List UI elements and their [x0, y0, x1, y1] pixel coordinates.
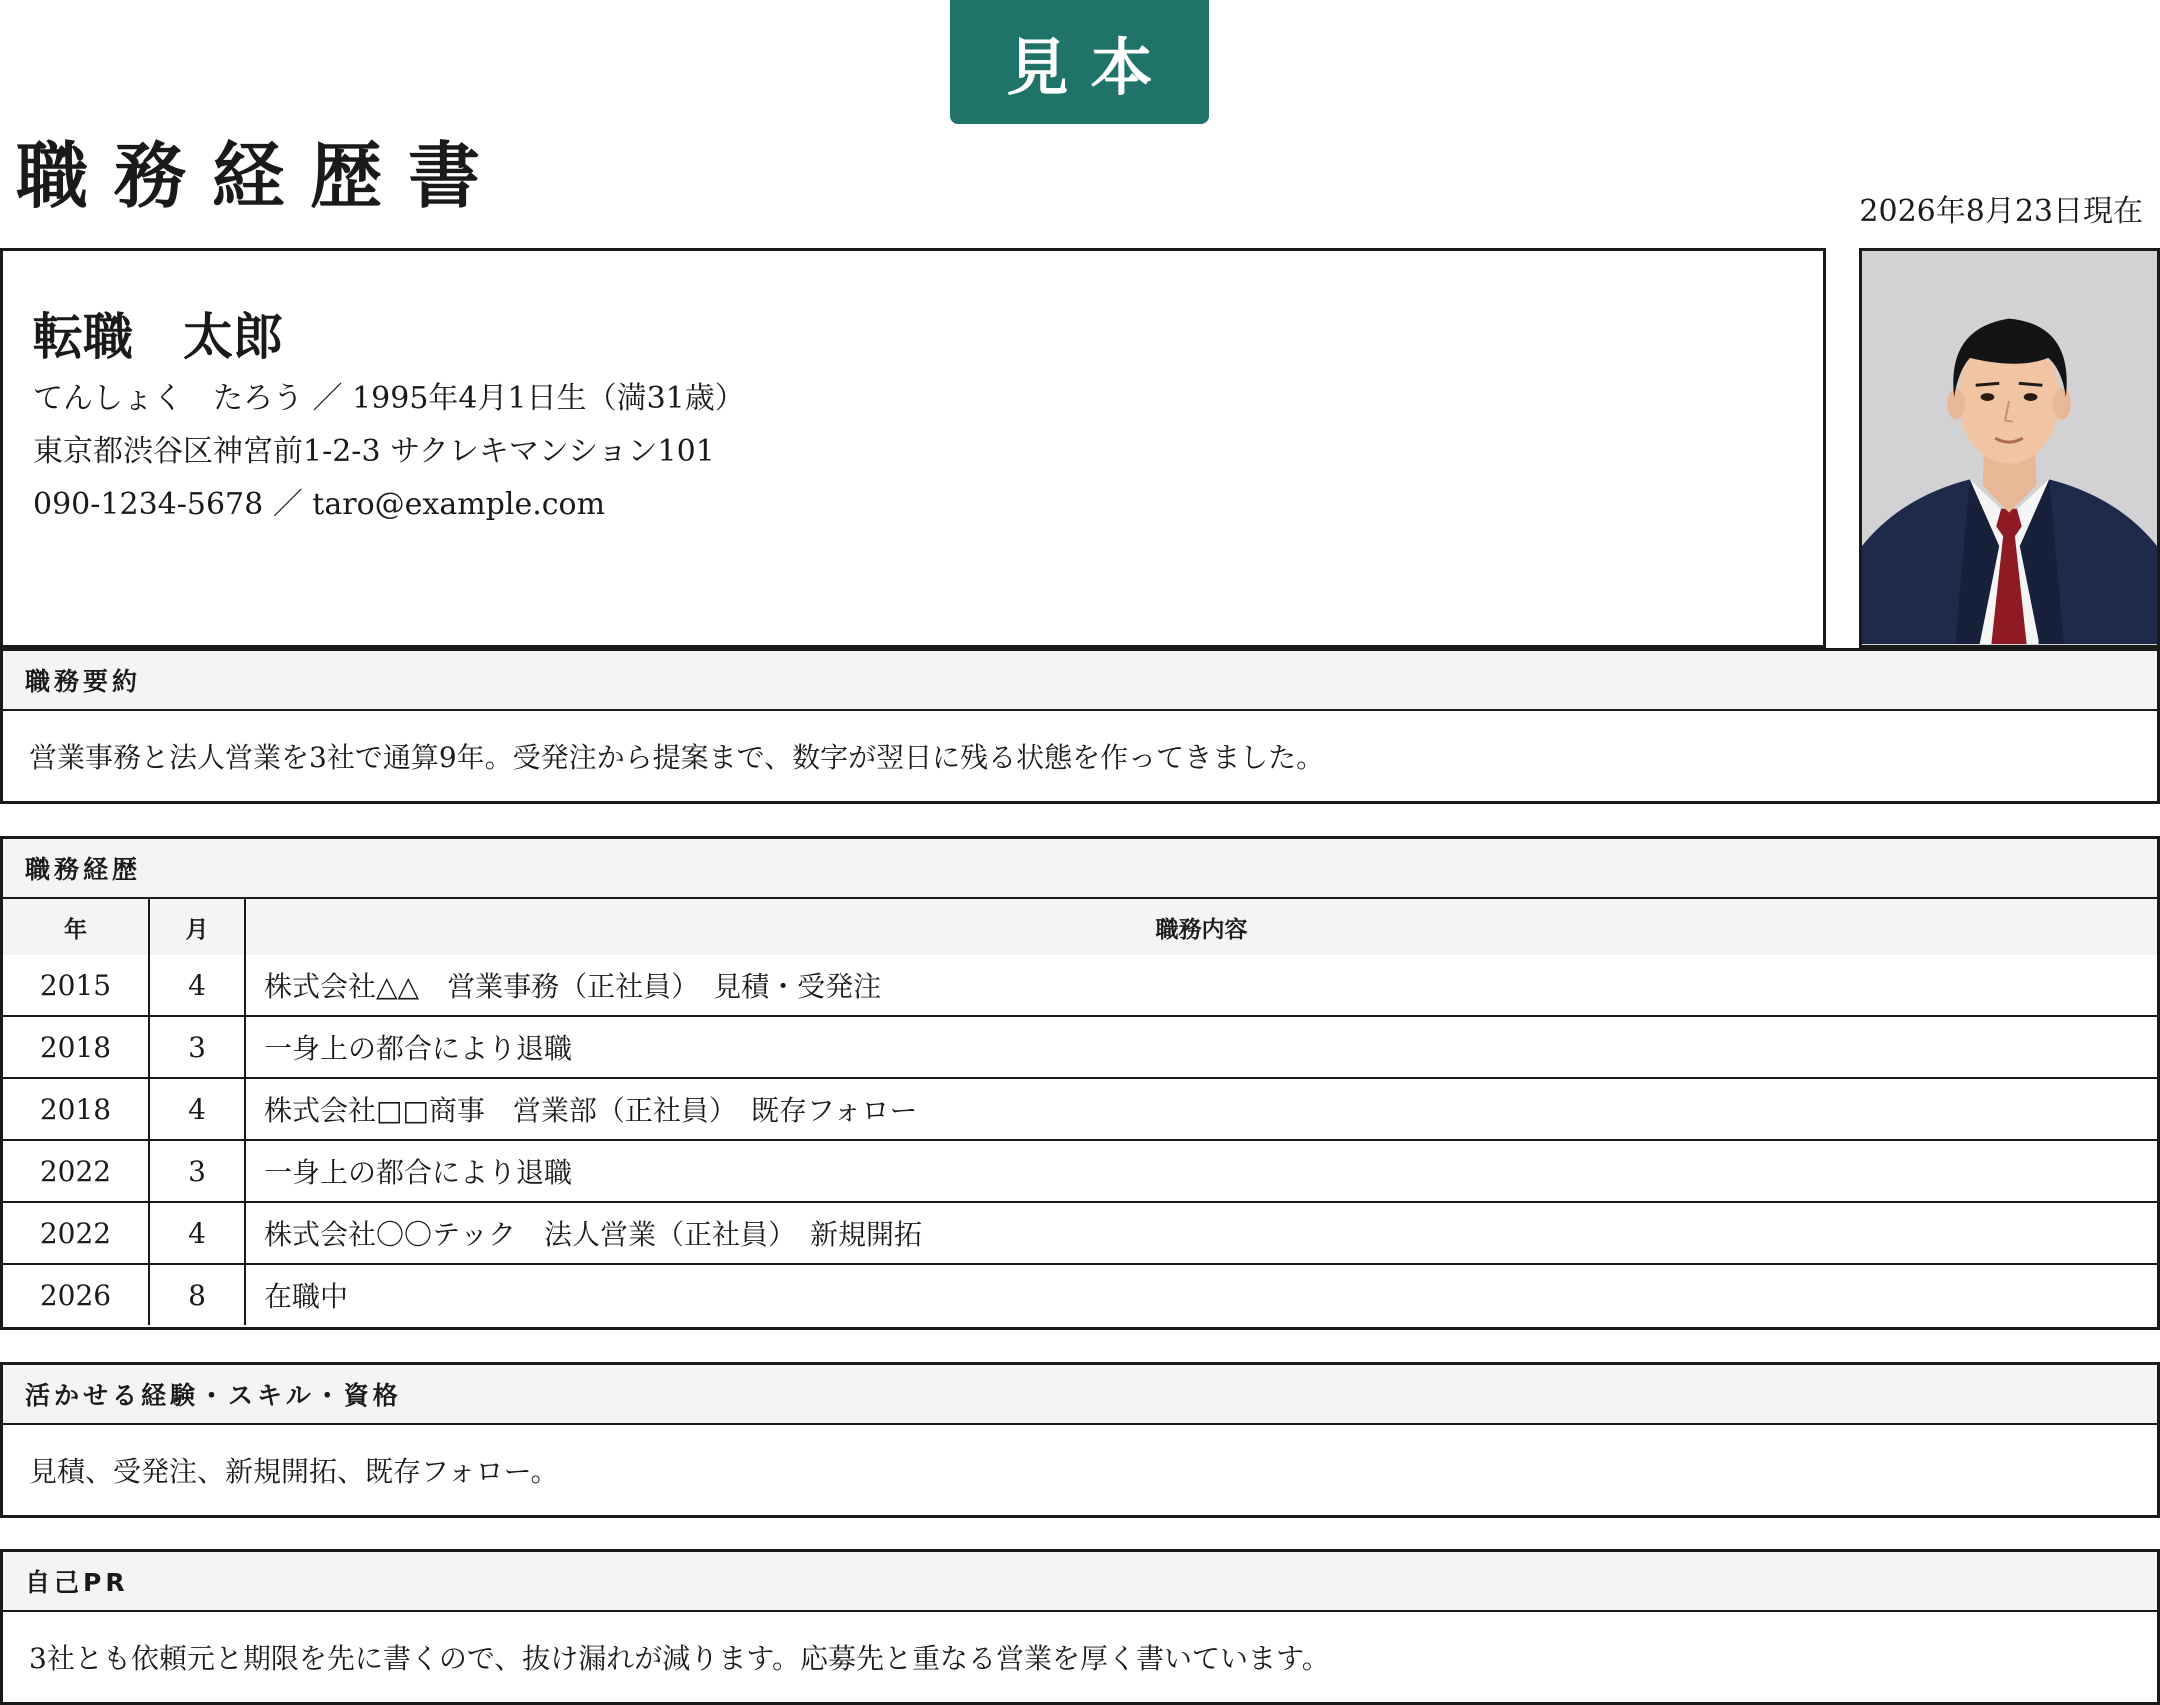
row-description: 株式会社△△ 営業事務（正社員） 見積・受発注	[245, 955, 2157, 1016]
pr-text: 3社とも依頼元と期限を先に書くので、抜け漏れが減ります。応募先と重なる営業を厚く書いています。	[29, 1642, 1330, 1675]
row-description: 一身上の都合により退職	[245, 1140, 2157, 1202]
skills-section	[0, 1362, 2160, 1518]
row-description: 一身上の都合により退職	[245, 1016, 2157, 1078]
row-description: 在職中	[245, 1264, 2157, 1325]
skills-heading: 活かせる経験・スキル・資格	[3, 1365, 2157, 1425]
contact-info: 090-1234-5678 ／ taro@example.com	[33, 487, 606, 522]
row-month: 3	[149, 1140, 245, 1202]
row-month: 4	[149, 955, 245, 1016]
full-name: 転職 太郎	[33, 307, 283, 366]
row-month: 4	[149, 1202, 245, 1264]
row-description: 株式会社〇〇テック 法人営業（正社員） 新規開拓	[245, 1202, 2157, 1264]
pr-section	[0, 1549, 2160, 1705]
row-month: 8	[149, 1264, 245, 1325]
address: 東京都渋谷区神宮前1-2-3 サクレキマンション101	[33, 434, 715, 469]
column-description: 職務内容	[245, 899, 2157, 955]
history-heading: 職務経歴	[3, 839, 2157, 899]
summary-heading: 職務要約	[3, 651, 2157, 711]
column-year: 年	[3, 899, 149, 955]
as-of-date: 2026年8月23日現在	[1859, 194, 2143, 229]
sample-badge: 見本	[950, 0, 1209, 124]
table-row	[3, 955, 2157, 1016]
row-month: 4	[149, 1078, 245, 1140]
pr-heading: 自己PR	[3, 1552, 2157, 1612]
table-row	[3, 1264, 2157, 1325]
document-title: 職務経歴書	[16, 133, 507, 218]
history-section	[0, 836, 2160, 1330]
profile-box	[0, 248, 1826, 648]
table-row	[3, 1016, 2157, 1078]
table-row	[3, 1078, 2157, 1140]
table-row	[3, 1202, 2157, 1264]
row-year: 2022	[3, 1202, 149, 1264]
history-table	[3, 899, 2157, 1325]
id-photo	[1859, 248, 2160, 648]
kana-birthdate: てんしょく たろう ／ 1995年4月1日生（満31歳）	[33, 381, 745, 416]
row-month: 3	[149, 1016, 245, 1078]
table-row	[3, 1140, 2157, 1202]
row-year: 2018	[3, 1016, 149, 1078]
skills-text: 見積、受発注、新規開拓、既存フォロー。	[29, 1455, 559, 1488]
row-description: 株式会社□□商事 営業部（正社員） 既存フォロー	[245, 1078, 2157, 1140]
summary-section	[0, 648, 2160, 804]
row-year: 2018	[3, 1078, 149, 1140]
summary-text: 営業事務と法人営業を3社で通算9年。受発注から提案まで、数字が翌日に残る状態を作ってきました。	[29, 741, 1325, 774]
row-year: 2015	[39, 968, 112, 1002]
column-month: 月	[149, 899, 245, 955]
row-year: 2026	[3, 1264, 149, 1325]
row-year: 2022	[3, 1140, 149, 1202]
